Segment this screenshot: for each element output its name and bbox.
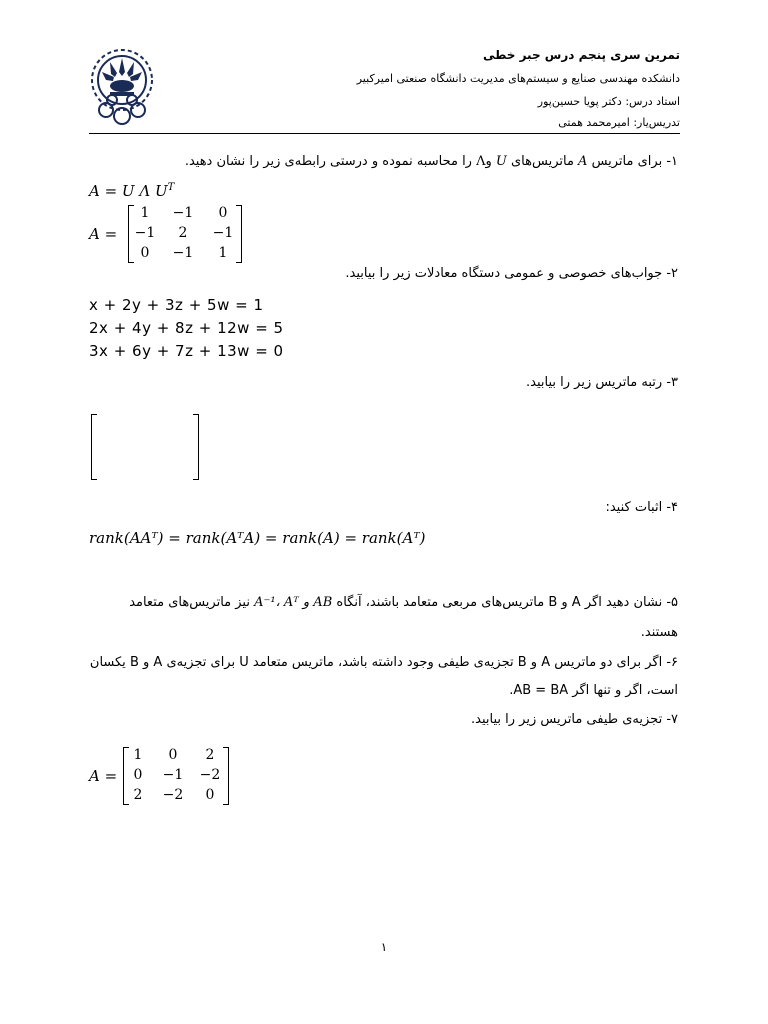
question-5-line-1	[129, 595, 678, 610]
header-divider	[89, 133, 680, 134]
q2-equation: 3x + 6y + 7z + 13w = 0	[89, 342, 284, 360]
q7-matrix-cell: −2	[162, 787, 184, 803]
q7-matrix-cell: 0	[205, 787, 215, 803]
q1-matrix-label-text: A =	[89, 225, 118, 243]
q1-matrix-cell: 0	[140, 245, 150, 261]
q1-matrix-cell: −1	[172, 205, 194, 221]
q4-formula	[89, 529, 425, 547]
q1-matrix-cell: −1	[172, 245, 194, 261]
q7-matrix-label	[89, 767, 117, 785]
q7-matrix-label-text: A =	[89, 767, 118, 785]
q7-matrix-cell: 0	[133, 767, 143, 783]
assignment-title: تمرین سری پنجم درس جبر خطی	[482, 48, 680, 62]
q1-matrix-cell: 1	[218, 245, 228, 261]
question-4: ۴- اثبات کنید:	[605, 500, 678, 515]
q7-matrix-cell: 1	[133, 747, 143, 763]
department-name: دانشکده مهندسی صنایع و سیستم‌های مدیریت دانشگاه صنعتی امیرکبیر	[356, 72, 680, 85]
q1-suffix: را محاسبه نموده و درستی رابطه‌ی زیر را نشان دهید.	[184, 154, 477, 169]
q3-matrix-right-bracket	[193, 414, 199, 480]
q7-matrix-cell: 0	[168, 747, 178, 763]
q1-and: و	[485, 154, 496, 169]
q2-equation: 2x + 4y + 8z + 12w = 5	[89, 319, 284, 337]
q1-matrix-cell: 2	[178, 225, 188, 241]
q1-var-a: A	[578, 154, 588, 169]
q7-matrix-cell: −2	[199, 767, 221, 783]
q7-matrix-cell: 2	[205, 747, 215, 763]
page-number: ۱	[380, 940, 388, 954]
q1-equation-text: A = U Λ U	[89, 182, 168, 200]
question-2: ۲- جواب‌های خصوصی و عمومی دستگاه معادلات زیر را بیابید.	[345, 266, 678, 281]
question-5-line-2: هستند.	[640, 625, 678, 640]
instructor-name: استاد درس: دکتر پویا حسین‌پور	[537, 95, 680, 108]
q1-prefix: ۱- برای ماتریس	[587, 154, 678, 169]
q5-line1-a: ۵- نشان دهید اگر A و B ماتریس‌های مربعی متعامد باشند، آنگاه	[336, 595, 678, 610]
question-6-line-1: ۶- اگر برای دو ماتریس A و B تجزیه‌ی طیفی وجود داشته باشد، ماتریس متعامد U برای تجزیه‌ی A و B یکسان	[89, 655, 678, 670]
q1-matrix-label	[89, 225, 117, 243]
q1-mid: ماتریس‌های	[506, 154, 579, 169]
university-emblem-icon	[84, 42, 160, 128]
q3-matrix-left-bracket	[91, 414, 97, 480]
ta-name: تدریس‌یار: امیرمحمد همتی	[558, 116, 680, 129]
q7-matrix-cell: −1	[162, 767, 184, 783]
q1-var-u: U	[495, 154, 507, 169]
q7-matrix	[123, 747, 229, 805]
question-7: ۷- تجزیه‌ی طیفی ماتریس زیر را بیابید.	[471, 712, 678, 727]
q1-equation-sup: T	[167, 182, 175, 193]
q1-matrix-cell: −1	[212, 225, 234, 241]
q4-formula-text: rank(AAᵀ) = rank(AᵀA) = rank(A) = rank(Aᵀ)	[89, 529, 426, 547]
q1-var-lambda: Λ	[476, 154, 486, 169]
q2-equation: x + 2y + 3z + 5w = 1	[89, 296, 264, 314]
q1-matrix-cell: 0	[218, 205, 228, 221]
q1-matrix-cell: 1	[140, 205, 150, 221]
q1-matrix-cell: −1	[134, 225, 156, 241]
question-6-line-2: است، اگر و تنها اگر AB = BA.	[509, 683, 678, 698]
question-1	[185, 154, 678, 169]
q5-line1-b: نیز ماتریس‌های متعامد	[129, 595, 255, 610]
q1-equation	[89, 182, 174, 200]
q1-matrix	[128, 205, 242, 263]
q7-matrix-cell: 2	[133, 787, 143, 803]
q3-empty-matrix	[91, 414, 199, 480]
q5-line1-math: A⁻¹، Aᵀ و AB	[254, 595, 333, 610]
question-3: ۳- رتبه ماتریس زیر را بیابید.	[526, 375, 678, 390]
